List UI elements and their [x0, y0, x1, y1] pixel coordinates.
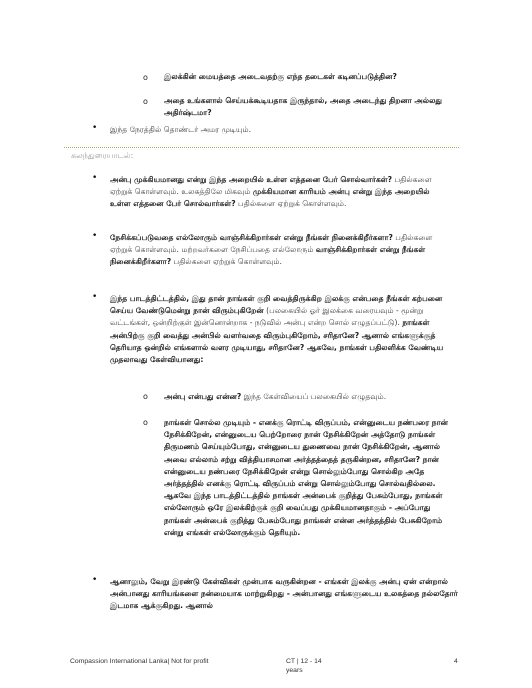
section-divider: [64, 147, 459, 148]
what-is-love-question: அன்பு என்பது என்ன? இந்த கேள்வியைப் பலகையில் எழுதவும்.: [164, 392, 387, 401]
section-title: கலந்துரையாடல்:: [71, 151, 134, 160]
bullet-icon: •: [92, 575, 98, 585]
circle-bullet-icon: o: [143, 418, 148, 427]
footer-organization: Compassion International Lanka| Not for profit: [70, 658, 209, 665]
circle-bullet-icon: o: [143, 73, 148, 82]
volunteer-sit-note: இந்த நேரத்தில் தொண்டர் அமர முடியும்.: [110, 125, 251, 134]
page-number: 4: [454, 658, 458, 665]
discussion-item-love-important: அன்பு முக்கியமானது என்று இந்த அறையில் உள்ள எத்தனை பேர் சொல்வார்கள்? பதில்களை ஏற்றுக் கொள்ளவும். உலகத்திலே மிகவும் முக்கியமான காரியம் அன்பு என்று இந்த அறையில் உள்ள எத்தனை பேர் சொல்வார்கள்? பதில்களை ஏற்றுக் கொள்ளவும்.: [110, 175, 432, 209]
circle-bullet-icon: o: [143, 392, 148, 401]
two-questions-paragraph: ஆனாலும், வேறு இரண்டு கேள்விகள் முன்பாக வருகின்றன - எங்கள் இலக்கு அன்பு ஏன் என்றால் அன்பானது காரியங்களை நன்மையாக மாற்றுகிறது - அன்பானது எங்களுடைய உலகத்தை நல்லதோர் இடமாக ஆக்குகிறது. ஆனால்: [110, 577, 458, 611]
bullet-icon: •: [92, 292, 98, 302]
goal-obstacles-question: இலக்கின் மையத்தை அடைவதற்கு எந்த தடைகள் கடினப்படுத்தின?: [164, 72, 397, 81]
discussion-item-target: இந்த பாடத்திட்டத்தில், இது தான் நாங்கள் குறி வைத்திருக்கிற இலக்கு என்பதை நீங்கள் கற்பனை செய்ய வேண்டுமென்று நான் விரும்புகிறேன் (பலகையில் ஓர் இலக்கை வரையவும் - மூன்று வட்டங்கள், ஒன்றிற்குள் இன்னொன்றாக - நடுவில் அன்பு என்ற சொல் எழுதப்பட்டு). நாங்கள் அன்பிற்கு குறி வைத்து அன்பில் வளர்வதை விரும்புகிறோம், சரிதானே? ஆனால் எங்களுக்குத் தெரியாத ஒன்றில் எங்களால் வளர முடியாது, சரிதானே? ஆகவே, நாங்கள் பதிலளிக்க வேண்டிய முதலாவது கேள்வியானது:: [110, 294, 444, 365]
love-meanings-paragraph: நாங்கள் சொல்ல முடியும் - எனக்கு ரொட்டி விருப்பம், என்னுடைய நண்பரை நான் நேசிக்கிறேன், என்னுடைய பெற்றோரை நான் நேசிக்கிறேன் அத்தோடு நாங்கள் திருமணம் செய்யும்போது, என்னுடைய துணைவை நான் நேசிக்கிறேன், ஆனால் அவை எல்லாம் சற்று வித்தியாசமான அர்த்தத்தைத் தருகின்றன, சரிதானே? நான் என்னுடைய நண்பரை நேசிக்கிறேன் என்று சொல்லும்போது சொல்கிற அதே அர்த்தத்தில் எனக்கு ரொட்டி விருப்பம் என்று சொல்லும்போது சொல்வதில்லை. ஆகவே இந்த பாடத்திட்டத்தில் நாங்கள் அன்பைக் குறித்து பேசும்போது, நாங்கள் எல்லோரும் ஒரே இலக்கிற்குக் குறி வைப்பது முக்கியமானதாகும் - அப்போது நாங்கள் அன்பைக் குறித்து பேசும்போது நாங்கள் என்ன அர்த்தத்தில் பேசுகிறோம் என்று எங்கள் எல்லோருக்கும் தெரியும்.: [164, 418, 448, 537]
bullet-icon: •: [92, 231, 98, 241]
discussion-item-longing-love: நேசிக்கப்படுவதை எல்லோரும் வாஞ்சிக்கிறார்கள் என்று நீங்கள் நினைக்கிறீர்களா? பதில்களை ஏற்றுக் கொள்ளவும். மற்றவர்களை நேசிப்பதை எல்லோரும் வாஞ்சிக்கிறார்கள் என்று நீங்கள் நினைக்கிறீர்களா? பதில்களை ஏற்றுக் கொள்ளவும்.: [110, 233, 433, 267]
bullet-icon: •: [92, 123, 98, 133]
circle-bullet-icon: o: [143, 97, 148, 106]
footer-course-years: years: [286, 667, 303, 674]
skill-or-luck-question: அதை உங்களால் செய்யக்கூடியதாக இருந்தால், அதை அடைந்து திறனா அல்லது அதிர்ஷ்டமா?: [164, 96, 442, 118]
bullet-icon: •: [92, 173, 98, 183]
footer-course: CT | 12 - 14: [286, 658, 322, 665]
